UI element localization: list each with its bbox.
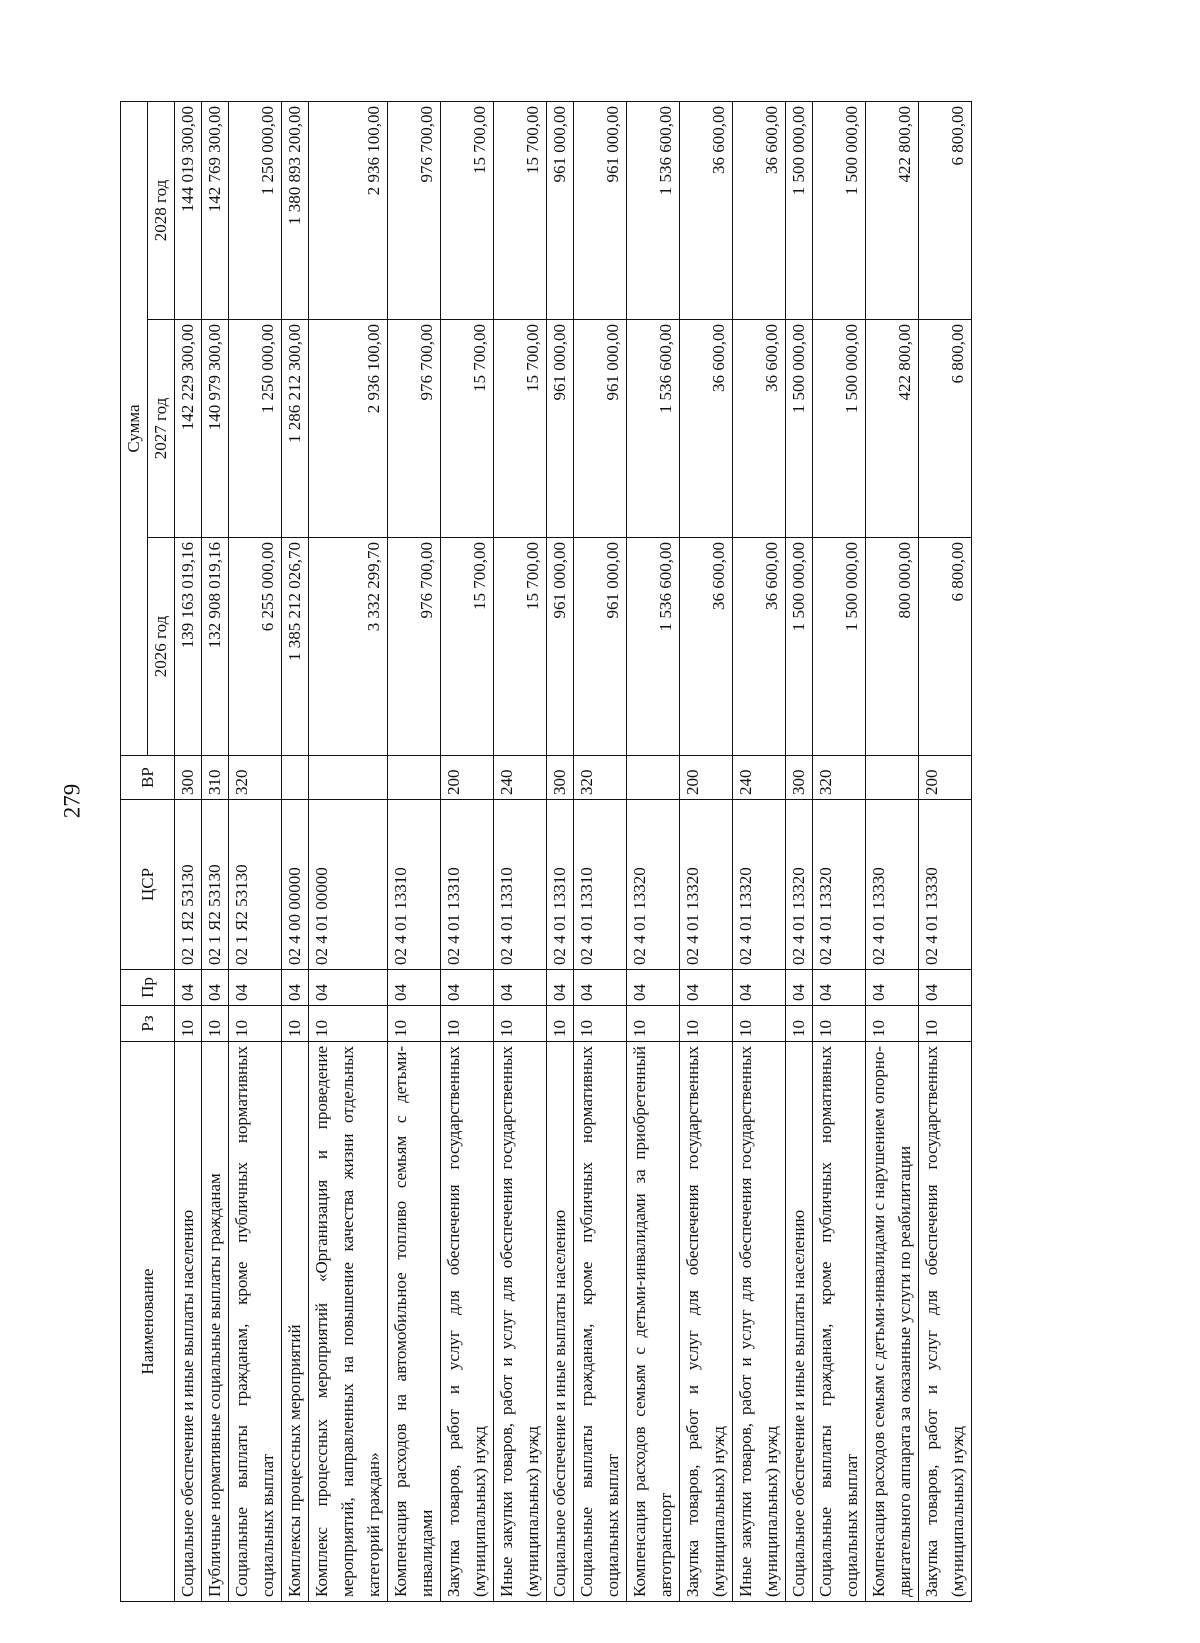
- cell-rz: 10: [786, 1006, 813, 1042]
- cell-sum-2028: 36 600,00: [680, 102, 733, 320]
- cell-sum-2028: 1 500 000,00: [786, 102, 813, 320]
- cell-sum-2026: 6 800,00: [919, 538, 972, 756]
- cell-vr: 310: [202, 756, 229, 800]
- cell-rz: 10: [282, 1006, 309, 1042]
- cell-name: Публичные нормативные социальные выплаты гражданам: [202, 1042, 229, 1602]
- cell-sum-2028: 1 536 600,00: [627, 102, 680, 320]
- cell-csr: 02 1 Я2 53130: [202, 800, 229, 970]
- cell-name: Закупка товаров, работ и услуг для обеспечения государственных (муниципальных) нужд: [680, 1042, 733, 1602]
- cell-vr: 200: [441, 756, 494, 800]
- cell-name: Социальное обеспечение и иные выплаты населению: [175, 1042, 202, 1602]
- cell-vr: [282, 756, 309, 800]
- table-row: [627, 102, 680, 1602]
- cell-sum-2027: 976 700,00: [388, 320, 441, 538]
- cell-rz: 10: [574, 1006, 627, 1042]
- cell-pr: 04: [547, 970, 574, 1006]
- cell-name: Компенсация расходов семьям с детьми-инвалидами с нарушением опорно-двигательного аппарата за оказанные услуги по реабилитации: [866, 1042, 919, 1602]
- cell-vr: 320: [813, 756, 866, 800]
- page-number: 279: [59, 783, 85, 819]
- cell-csr: 02 4 01 13320: [786, 800, 813, 970]
- cell-rz: 10: [175, 1006, 202, 1042]
- cell-sum-2027: 2 936 100,00: [309, 320, 388, 538]
- budget-table: [120, 101, 972, 1602]
- cell-pr: 04: [441, 970, 494, 1006]
- cell-rz: 10: [733, 1006, 786, 1042]
- cell-vr: 240: [733, 756, 786, 800]
- cell-sum-2028: 142 769 300,00: [202, 102, 229, 320]
- cell-sum-2026: 132 908 019,16: [202, 538, 229, 756]
- cell-csr: 02 4 01 13310: [574, 800, 627, 970]
- cell-name: Социальные выплаты гражданам, кроме публичных нормативных социальных выплат: [813, 1042, 866, 1602]
- table-row: [813, 102, 866, 1602]
- cell-sum-2027: 15 700,00: [494, 320, 547, 538]
- cell-sum-2027: 1 286 212 300,00: [282, 320, 309, 538]
- cell-name: Комплексы процессных мероприятий: [282, 1042, 309, 1602]
- cell-vr: [866, 756, 919, 800]
- cell-rz: 10: [202, 1006, 229, 1042]
- cell-rz: 10: [547, 1006, 574, 1042]
- cell-sum-2027: 1 500 000,00: [813, 320, 866, 538]
- cell-sum-2027: 142 229 300,00: [175, 320, 202, 538]
- cell-sum-2028: 1 250 000,00: [229, 102, 282, 320]
- cell-pr: 04: [202, 970, 229, 1006]
- cell-name: Иные закупки товаров, работ и услуг для обеспечения государственных (муниципальных) нужд: [733, 1042, 786, 1602]
- table-row: [574, 102, 627, 1602]
- cell-vr: 300: [786, 756, 813, 800]
- cell-vr: 200: [680, 756, 733, 800]
- table-row: [175, 102, 202, 1602]
- cell-rz: 10: [813, 1006, 866, 1042]
- cell-pr: 04: [733, 970, 786, 1006]
- cell-sum-2027: 422 800,00: [866, 320, 919, 538]
- cell-sum-2026: 961 000,00: [547, 538, 574, 756]
- cell-pr: 04: [229, 970, 282, 1006]
- cell-sum-2027: 961 000,00: [574, 320, 627, 538]
- cell-pr: 04: [786, 970, 813, 1006]
- cell-sum-2026: 961 000,00: [574, 538, 627, 756]
- cell-sum-2026: 3 332 299,70: [309, 538, 388, 756]
- cell-sum-2028: 2 936 100,00: [309, 102, 388, 320]
- cell-pr: 04: [866, 970, 919, 1006]
- cell-csr: 02 4 01 13330: [866, 800, 919, 970]
- cell-sum-2028: 976 700,00: [388, 102, 441, 320]
- cell-sum-2027: 36 600,00: [680, 320, 733, 538]
- cell-pr: 04: [175, 970, 202, 1006]
- cell-pr: 04: [494, 970, 547, 1006]
- table-row: [494, 102, 547, 1602]
- cell-pr: 04: [282, 970, 309, 1006]
- cell-sum-2028: 15 700,00: [494, 102, 547, 320]
- cell-name: Социальное обеспечение и иные выплаты населению: [786, 1042, 813, 1602]
- header-csr: ЦСР: [121, 800, 175, 970]
- cell-pr: 04: [813, 970, 866, 1006]
- cell-sum-2026: 139 163 019,16: [175, 538, 202, 756]
- cell-pr: 04: [919, 970, 972, 1006]
- table-row: [680, 102, 733, 1602]
- cell-name: Комплекс процессных мероприятий «Организация и проведение мероприятий, направленных на повышение качества жизни отдельных категорий граждан»: [309, 1042, 388, 1602]
- cell-vr: 320: [229, 756, 282, 800]
- table-row: [229, 102, 282, 1602]
- header-pr: Пр: [121, 970, 175, 1006]
- cell-name: Социальные выплаты гражданам, кроме публичных нормативных социальных выплат: [229, 1042, 282, 1602]
- table-row: [786, 102, 813, 1602]
- table-row: [919, 102, 972, 1602]
- cell-sum-2027: 36 600,00: [733, 320, 786, 538]
- cell-vr: [309, 756, 388, 800]
- cell-sum-2028: 15 700,00: [441, 102, 494, 320]
- cell-name: Иные закупки товаров, работ и услуг для обеспечения государственных (муниципальных) нужд: [494, 1042, 547, 1602]
- cell-sum-2028: 6 800,00: [919, 102, 972, 320]
- cell-sum-2026: 1 536 600,00: [627, 538, 680, 756]
- cell-vr: 300: [175, 756, 202, 800]
- header-2027: 2027 год: [148, 320, 175, 538]
- cell-sum-2027: 140 979 300,00: [202, 320, 229, 538]
- cell-csr: 02 4 01 13330: [919, 800, 972, 970]
- cell-csr: 02 1 Я2 53130: [229, 800, 282, 970]
- cell-rz: 10: [388, 1006, 441, 1042]
- table-row: [866, 102, 919, 1602]
- cell-name: Социальное обеспечение и иные выплаты населению: [547, 1042, 574, 1602]
- cell-sum-2028: 144 019 300,00: [175, 102, 202, 320]
- cell-name: Компенсация расходов на автомобильное топливо семьям с детьми-инвалидами: [388, 1042, 441, 1602]
- cell-pr: 04: [388, 970, 441, 1006]
- cell-vr: 200: [919, 756, 972, 800]
- table-row: [733, 102, 786, 1602]
- cell-pr: 04: [309, 970, 388, 1006]
- cell-vr: [627, 756, 680, 800]
- cell-sum-2028: 961 000,00: [574, 102, 627, 320]
- cell-sum-2028: 961 000,00: [547, 102, 574, 320]
- table-row: [388, 102, 441, 1602]
- cell-sum-2026: 1 385 212 026,70: [282, 538, 309, 756]
- header-rz: Рз: [121, 1006, 175, 1042]
- cell-sum-2026: 1 500 000,00: [813, 538, 866, 756]
- header-2026: 2026 год: [148, 538, 175, 756]
- cell-csr: 02 4 01 13310: [494, 800, 547, 970]
- table-row: [202, 102, 229, 1602]
- cell-sum-2026: 976 700,00: [388, 538, 441, 756]
- table-body: [175, 102, 972, 1602]
- cell-sum-2027: 1 500 000,00: [786, 320, 813, 538]
- cell-sum-2027: 1 536 600,00: [627, 320, 680, 538]
- table-row: [441, 102, 494, 1602]
- cell-csr: 02 4 01 13310: [547, 800, 574, 970]
- cell-sum-2026: 800 000,00: [866, 538, 919, 756]
- header-2028: 2028 год: [148, 102, 175, 320]
- cell-rz: 10: [680, 1006, 733, 1042]
- cell-vr: 320: [574, 756, 627, 800]
- header-sum: Сумма: [121, 102, 148, 756]
- cell-csr: 02 4 00 00000: [282, 800, 309, 970]
- cell-sum-2028: 1 500 000,00: [813, 102, 866, 320]
- cell-sum-2026: 36 600,00: [680, 538, 733, 756]
- cell-sum-2028: 422 800,00: [866, 102, 919, 320]
- cell-sum-2028: 1 380 893 200,00: [282, 102, 309, 320]
- cell-sum-2027: 961 000,00: [547, 320, 574, 538]
- cell-name: Закупка товаров, работ и услуг для обеспечения государственных (муниципальных) нужд: [919, 1042, 972, 1602]
- cell-sum-2027: 1 250 000,00: [229, 320, 282, 538]
- cell-rz: 10: [866, 1006, 919, 1042]
- cell-vr: 300: [547, 756, 574, 800]
- cell-csr: 02 4 01 13310: [388, 800, 441, 970]
- cell-sum-2026: 36 600,00: [733, 538, 786, 756]
- cell-csr: 02 1 Я2 53130: [175, 800, 202, 970]
- table-row: [282, 102, 309, 1602]
- cell-pr: 04: [574, 970, 627, 1006]
- cell-csr: 02 4 01 13320: [627, 800, 680, 970]
- cell-csr: 02 4 01 13310: [441, 800, 494, 970]
- cell-name: Закупка товаров, работ и услуг для обеспечения государственных (муниципальных) нужд: [441, 1042, 494, 1602]
- cell-csr: 02 4 01 00000: [309, 800, 388, 970]
- cell-vr: [388, 756, 441, 800]
- cell-sum-2027: 15 700,00: [441, 320, 494, 538]
- table-row: [309, 102, 388, 1602]
- header-name: Наименование: [121, 1042, 175, 1602]
- cell-rz: 10: [441, 1006, 494, 1042]
- cell-pr: 04: [680, 970, 733, 1006]
- cell-sum-2027: 6 800,00: [919, 320, 972, 538]
- cell-vr: 240: [494, 756, 547, 800]
- cell-name: Социальные выплаты гражданам, кроме публичных нормативных социальных выплат: [574, 1042, 627, 1602]
- cell-csr: 02 4 01 13320: [680, 800, 733, 970]
- cell-sum-2026: 1 500 000,00: [786, 538, 813, 756]
- cell-csr: 02 4 01 13320: [813, 800, 866, 970]
- cell-sum-2026: 15 700,00: [494, 538, 547, 756]
- cell-csr: 02 4 01 13320: [733, 800, 786, 970]
- cell-rz: 10: [229, 1006, 282, 1042]
- cell-rz: 10: [494, 1006, 547, 1042]
- cell-sum-2028: 36 600,00: [733, 102, 786, 320]
- cell-rz: 10: [627, 1006, 680, 1042]
- rotated-table-wrapper: [120, 102, 972, 1602]
- cell-rz: 10: [309, 1006, 388, 1042]
- cell-pr: 04: [627, 970, 680, 1006]
- cell-sum-2026: 15 700,00: [441, 538, 494, 756]
- header-vr: ВР: [121, 756, 175, 800]
- cell-name: Компенсация расходов семьям с детьми-инвалидами за приобретенный автотранспорт: [627, 1042, 680, 1602]
- cell-sum-2026: 6 255 000,00: [229, 538, 282, 756]
- table-row: [547, 102, 574, 1602]
- cell-rz: 10: [919, 1006, 972, 1042]
